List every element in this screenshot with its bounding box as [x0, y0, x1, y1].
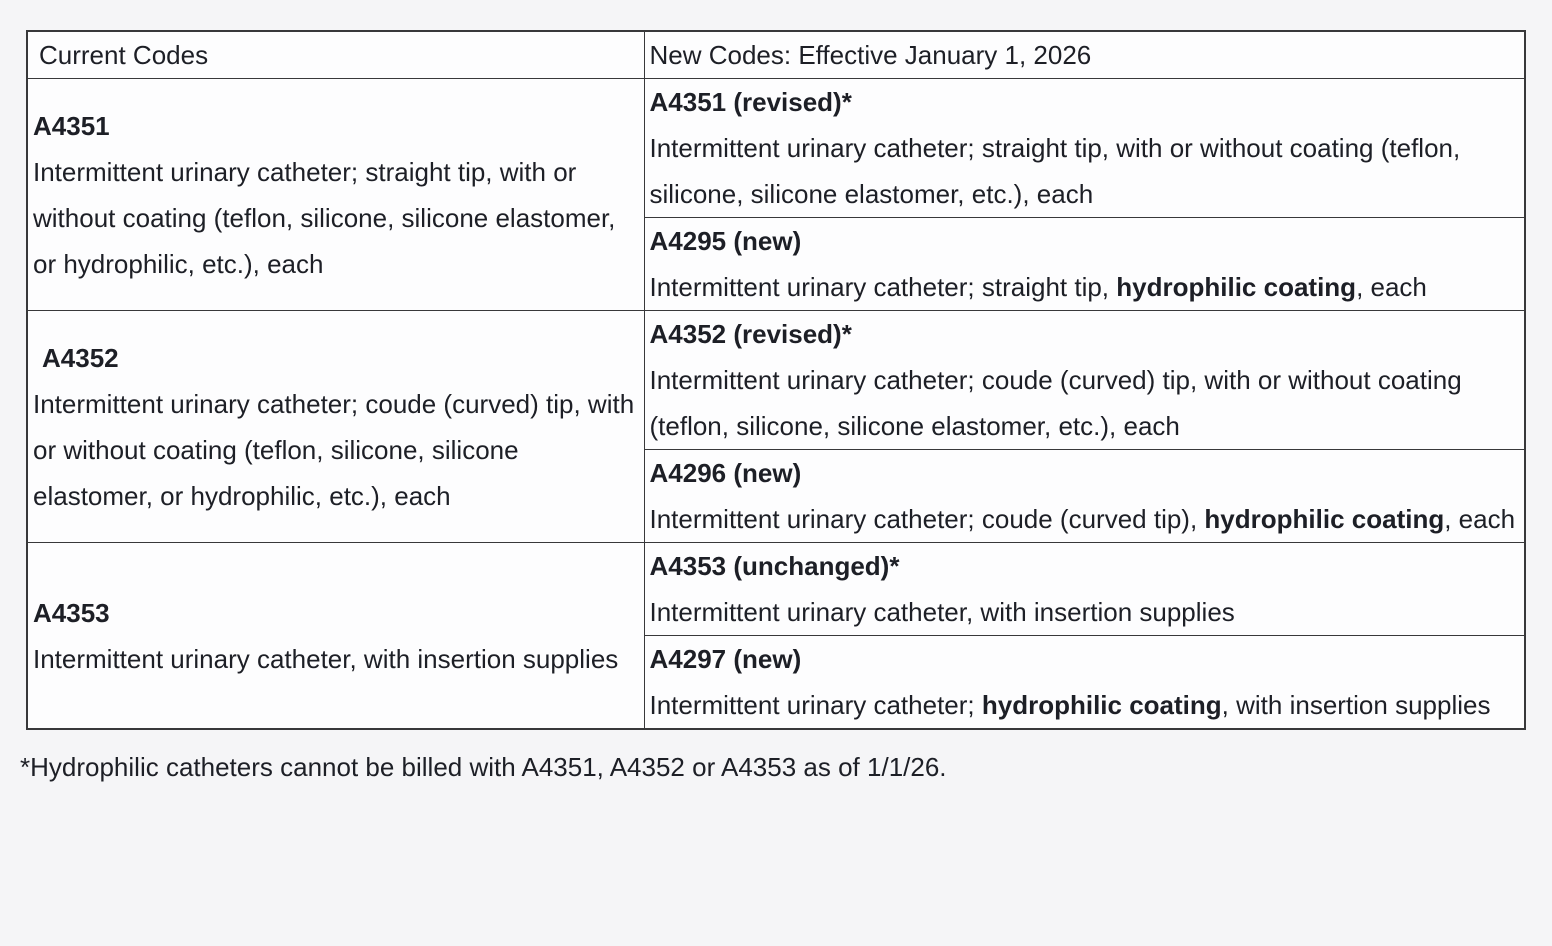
new-code-cell-a4352-revised [644, 311, 1525, 450]
code-description: Intermittent urinary catheter; straight tip, with or without coating (teflon, silicone, silicone elastomer, or hydrophilic, etc.), each [33, 156, 616, 279]
code-description: Intermittent urinary catheter; straight tip, with or without coating (teflon, silicone, silicone elastomer, etc.), each [649, 133, 1461, 209]
current-code-cell-a4352 [27, 311, 644, 543]
code-label: A4353 [33, 597, 110, 628]
code-description: Intermittent urinary catheter, with insertion supplies [649, 597, 1235, 627]
new-code-cell-a4295-new [644, 218, 1525, 311]
current-code-cell-a4351 [27, 79, 644, 311]
code-label: A4352 [42, 342, 119, 373]
column-header-new-codes: New Codes: Effective January 1, 2026 [644, 31, 1525, 79]
code-description: Intermittent urinary catheter; hydrophilic coating, with insertion supplies [649, 690, 1491, 720]
table-row [27, 311, 1525, 450]
code-description: Intermittent urinary catheter; coude (curved) tip, with or without coating (teflon, silicone, silicone elastomer, or hydrophilic, etc.), each [33, 388, 635, 511]
current-code-cell-a4353 [27, 543, 644, 730]
code-description: Intermittent urinary catheter; coude (curved tip), hydrophilic coating, each [649, 504, 1516, 534]
code-label: A4297 (new) [649, 644, 802, 674]
code-label: A4352 (revised)* [649, 319, 852, 349]
column-header-current-codes: Current Codes [27, 31, 644, 79]
footnote: *Hydrophilic catheters cannot be billed with A4351, A4352 or A4353 as of 1/1/26. [20, 752, 947, 782]
table-row [27, 79, 1525, 218]
header-row [27, 31, 1525, 79]
new-code-cell-a4296-new [644, 450, 1525, 543]
table-row [27, 543, 1525, 636]
code-label: A4353 (unchanged)* [649, 551, 900, 581]
new-code-cell-a4297-new [644, 636, 1525, 730]
new-code-cell-a4353-unchanged [644, 543, 1525, 636]
page [0, 30, 1552, 946]
new-code-cell-a4351-revised [644, 79, 1525, 218]
code-description: Intermittent urinary catheter; straight tip, hydrophilic coating, each [649, 272, 1427, 302]
code-comparison-table [26, 30, 1526, 730]
code-label: A4351 (revised)* [649, 87, 852, 117]
code-label: A4295 (new) [649, 226, 802, 256]
code-description: Intermittent urinary catheter, with insertion supplies [33, 643, 619, 674]
code-description: Intermittent urinary catheter; coude (curved) tip, with or without coating (teflon, silicone, silicone elastomer, etc.), each [649, 365, 1462, 441]
code-label: A4296 (new) [649, 458, 802, 488]
code-label: A4351 [33, 110, 110, 141]
